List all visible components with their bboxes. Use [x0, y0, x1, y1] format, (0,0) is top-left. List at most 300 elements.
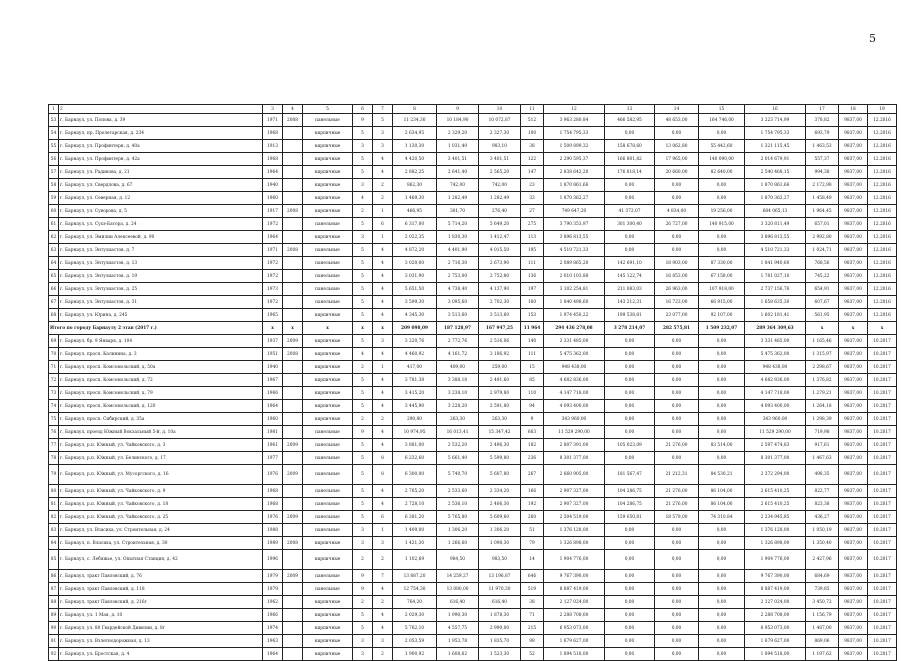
table-cell: 13 196,87: [479, 570, 521, 583]
table-cell: 343 960,00: [745, 413, 806, 426]
table-cell: 0,00: [699, 537, 745, 550]
table-cell: 2 496,30: [479, 439, 521, 452]
table-cell: 3 320 811,49: [745, 218, 806, 231]
table-cell: 1 326 898,00: [544, 537, 605, 550]
table-cell: 0,00: [605, 374, 655, 387]
table-cell: 2 702,30: [479, 296, 521, 309]
table-cell: 512: [521, 114, 544, 127]
table-cell: 1 376 128,00: [745, 524, 806, 537]
table-cell: [283, 426, 303, 439]
table-row: [49, 127, 897, 140]
table-cell: 5 714,20: [437, 218, 479, 231]
table-cell: 11 234,30: [393, 114, 437, 127]
table-cell: 12: [544, 105, 605, 114]
table-cell: 0,00: [699, 348, 745, 361]
table-cell: 104 286,75: [605, 498, 655, 511]
table-cell: 3 963 280,84: [544, 114, 605, 127]
table-cell: 159 050,81: [605, 511, 655, 524]
table-cell: 1 421,30: [393, 537, 437, 550]
table-cell: 1 658 635,30: [745, 296, 806, 309]
table-cell: 2 615 410,25: [745, 498, 806, 511]
table-cell: 67 158,00: [699, 270, 745, 283]
table-cell: г. Барнаул, ул. Свердлова, д. 67: [59, 179, 263, 192]
table-cell: 9837,00: [839, 622, 868, 635]
table-cell: 105 023,09: [605, 439, 655, 452]
table-cell: 5: [353, 218, 373, 231]
table-cell: 0,00: [655, 400, 699, 413]
table-cell: [283, 596, 303, 609]
table-row: [49, 335, 897, 348]
table-cell: 5 661,40: [437, 452, 479, 465]
table-cell: 12.2016: [868, 205, 897, 218]
table-cell: 2: [353, 413, 373, 426]
table-cell: [283, 609, 303, 622]
table-cell: 9837,00: [839, 413, 868, 426]
table-cell: 301 300,40: [605, 218, 655, 231]
table-cell: 1968: [263, 153, 283, 166]
table-cell: 3 388,18: [437, 374, 479, 387]
table-cell: 9837,00: [839, 244, 868, 257]
table-cell: 2 660 905,00: [544, 465, 605, 485]
table-cell: 1972: [263, 257, 283, 270]
table-cell: панельные: [303, 114, 353, 127]
table-cell: 2 907 327,00: [544, 498, 605, 511]
table-cell: 14: [521, 550, 544, 570]
table-cell: 147: [521, 166, 544, 179]
table-cell: 0,00: [699, 622, 745, 635]
table-cell: 1 990,30: [437, 609, 479, 622]
table-cell: 2 372 294,00: [745, 465, 806, 485]
table-cell: г. Барнаул, ул. Юрина, д. 245: [59, 309, 263, 322]
subtotal-cell: 3 278 214,07: [605, 322, 655, 335]
table-cell: 2 427,96: [806, 550, 839, 570]
table-cell: 5: [353, 374, 373, 387]
table-cell: 1988: [263, 524, 283, 537]
table-cell: [283, 485, 303, 498]
table-cell: 2 907 327,00: [544, 485, 605, 498]
table-cell: 749 647,20: [544, 205, 605, 218]
table-cell: 0,00: [699, 179, 745, 192]
table-cell: 2 406,30: [479, 498, 521, 511]
table-cell: г. Барнаул, р.п. Южный, ул. Чайковского, д. 3: [59, 439, 263, 452]
table-cell: 2 673,90: [479, 257, 521, 270]
table-cell: 4: [373, 498, 393, 511]
table-cell: 6 381,20: [393, 511, 437, 524]
table-cell: 0,00: [655, 537, 699, 550]
table-cell: 4: [373, 387, 393, 400]
table-cell: 11 529 290,00: [544, 426, 605, 439]
table-cell: 81: [49, 498, 59, 511]
table-cell: 1960: [263, 192, 283, 205]
table-cell: панельные: [303, 218, 353, 231]
table-cell: [283, 140, 303, 153]
table-cell: 948 438,00: [544, 361, 605, 374]
table-row: [49, 583, 897, 596]
table-cell: 12.2016: [868, 153, 897, 166]
table-cell: 98: [521, 635, 544, 648]
table-cell: 2008: [283, 537, 303, 550]
table-cell: 107 918,00: [699, 283, 745, 296]
table-cell: 17 965,00: [655, 153, 699, 166]
table-cell: панельные: [303, 498, 353, 511]
table-cell: 263,30: [437, 413, 479, 426]
table-cell: 5: [353, 270, 373, 283]
table-cell: 1937: [263, 335, 283, 348]
table-cell: 2: [373, 179, 393, 192]
table-cell: 1 469,30: [393, 192, 437, 205]
table-cell: 9837,00: [839, 205, 868, 218]
table-cell: 2: [373, 413, 393, 426]
table-cell: 142 691,10: [605, 257, 655, 270]
table-cell: кирпичные: [303, 622, 353, 635]
table-cell: 17: [806, 105, 839, 114]
table-cell: 12.2016: [868, 166, 897, 179]
subtotal-cell: x: [373, 322, 393, 335]
table-cell: 5: [353, 622, 373, 635]
table-cell: 984,50: [437, 550, 479, 570]
table-cell: 0,00: [655, 374, 699, 387]
table-cell: 1996: [263, 550, 283, 570]
table-cell: 1 487,00: [806, 622, 839, 635]
table-cell: панельные: [303, 244, 353, 257]
table-cell: 0,00: [605, 609, 655, 622]
table-cell: 0,00: [699, 374, 745, 387]
table-cell: 4 682 836,00: [544, 374, 605, 387]
table-row: [49, 498, 897, 511]
table-cell: 9837,00: [839, 452, 868, 465]
table-cell: 0,00: [605, 387, 655, 400]
table-cell: 2: [373, 648, 393, 661]
table-cell: 1 900,92: [393, 648, 437, 661]
table-cell: 1 964,45: [806, 205, 839, 218]
table-cell: 3 599,30: [393, 296, 437, 309]
table-cell: 378,82: [806, 114, 839, 127]
table-cell: 2008: [283, 205, 303, 218]
table-cell: г. Барнаул, просп. Комсомольский, д. 72: [59, 374, 263, 387]
table-cell: 0,00: [655, 550, 699, 570]
table-cell: 2 536,10: [437, 498, 479, 511]
table-cell: 1: [373, 231, 393, 244]
table-cell: 1963: [263, 635, 283, 648]
table-cell: 11 529 290,00: [745, 426, 806, 439]
table-cell: 79: [521, 537, 544, 550]
table-cell: 10.2017: [868, 387, 897, 400]
table-cell: 3 331 485,00: [544, 335, 605, 348]
table-cell: 0,00: [655, 244, 699, 257]
table-cell: 869,06: [806, 635, 839, 648]
table-cell: 12.2016: [868, 192, 897, 205]
table-cell: [283, 452, 303, 465]
table-cell: 3 223 714,99: [745, 114, 806, 127]
table-cell: 9: [353, 570, 373, 583]
table-cell: 68: [49, 309, 59, 322]
table-row: [49, 257, 897, 270]
table-cell: [283, 361, 303, 374]
table-row: [49, 635, 897, 648]
table-cell: 3 445,90: [393, 400, 437, 413]
table-cell: кирпичные: [303, 537, 353, 550]
table-cell: г. Барнаул, ул. Попова, д. 39: [59, 114, 263, 127]
table-cell: 9837,00: [839, 218, 868, 231]
table-cell: 5: [353, 511, 373, 524]
table-cell: 62: [49, 231, 59, 244]
subtotal-cell: x: [868, 322, 897, 335]
table-cell: 0,00: [605, 537, 655, 550]
table-cell: кирпичные: [303, 127, 353, 140]
table-cell: 1964: [263, 400, 283, 413]
table-cell: 5 599,80: [479, 452, 521, 465]
table-cell: 1 953,78: [437, 635, 479, 648]
table-cell: 12.2016: [868, 283, 897, 296]
table-cell: 10.2017: [868, 426, 897, 439]
table-cell: 88: [49, 596, 59, 609]
table-cell: 9837,00: [839, 270, 868, 283]
table-cell: 4 510 721,33: [745, 244, 806, 257]
table-cell: 0,00: [655, 596, 699, 609]
table-cell: 6 317,00: [393, 218, 437, 231]
table-cell: 1 306,20: [479, 524, 521, 537]
table-cell: 0,00: [699, 361, 745, 374]
table-cell: г. Барнаул, просп. Комсомольский, д. 79: [59, 387, 263, 400]
table-cell: 69: [49, 335, 59, 348]
table-cell: 140 915,00: [699, 218, 745, 231]
table-cell: 143 212,31: [605, 296, 655, 309]
table-cell: 166 801,82: [605, 153, 655, 166]
table-cell: 2 022,35: [393, 231, 437, 244]
table-cell: 85: [521, 374, 544, 387]
table-cell: 0,00: [605, 524, 655, 537]
table-cell: 2 491,60: [479, 374, 521, 387]
table-cell: 16: [745, 105, 806, 114]
table-cell: 3 401,51: [437, 153, 479, 166]
table-cell: 739,85: [806, 583, 839, 596]
table-cell: 3: [353, 179, 373, 192]
table-body: [49, 105, 897, 661]
table-cell: 5: [353, 609, 373, 622]
table-cell: 140 090,00: [699, 153, 745, 166]
table-cell: 0,00: [655, 127, 699, 140]
table-cell: кирпичные: [303, 166, 353, 179]
table-cell: 75: [49, 413, 59, 426]
table-cell: 2 127 024,00: [544, 596, 605, 609]
table-cell: 4: [373, 153, 393, 166]
table-cell: 110: [521, 387, 544, 400]
table-cell: 8 301 377,00: [745, 452, 806, 465]
table-cell: кирпичные: [303, 348, 353, 361]
table-cell: 5 765,80: [437, 511, 479, 524]
table-cell: 1 870 362,27: [544, 192, 605, 205]
subtotal-cell: 282 575,81: [655, 322, 699, 335]
table-cell: г. Барнаул, ул. Бростская, д. 4: [59, 648, 263, 661]
table-cell: 12 754,30: [393, 583, 437, 596]
table-cell: 0,00: [655, 583, 699, 596]
table-cell: 1 602 181,41: [745, 309, 806, 322]
table-cell: 1913: [263, 140, 283, 153]
table-cell: 2008: [283, 244, 303, 257]
table-cell: 742,00: [437, 179, 479, 192]
table-cell: 9837,00: [839, 485, 868, 498]
table-cell: 3: [353, 231, 373, 244]
table-cell: 4: [353, 192, 373, 205]
table-cell: 84: [49, 537, 59, 550]
table-cell: 9837,00: [839, 257, 868, 270]
table-cell: 1: [49, 105, 59, 114]
subtotal-cell: 289 364 309,63: [745, 322, 806, 335]
table-cell: 3 513,60: [437, 309, 479, 322]
table-row: [49, 400, 897, 413]
table-cell: 166: [521, 485, 544, 498]
table-cell: [283, 166, 303, 179]
table-cell: 5: [353, 400, 373, 413]
table-cell: 38: [521, 596, 544, 609]
table-cell: 0,00: [699, 583, 745, 596]
table-cell: 1979: [263, 583, 283, 596]
table-cell: 1 165,46: [806, 335, 839, 348]
table-cell: 1 282,49: [437, 192, 479, 205]
table-row: [49, 179, 897, 192]
table-cell: 23: [521, 179, 544, 192]
table-cell: 9837,00: [839, 387, 868, 400]
table-cell: 343 960,00: [544, 413, 605, 426]
table-cell: 5: [353, 127, 373, 140]
table-row: [49, 511, 897, 524]
table-cell: 9837,00: [839, 635, 868, 648]
table-cell: 1 608,62: [437, 648, 479, 661]
table-cell: [283, 153, 303, 166]
table-cell: [283, 296, 303, 309]
table-cell: 263,30: [479, 413, 521, 426]
table-cell: 61: [49, 218, 59, 231]
table-cell: 9837,00: [839, 283, 868, 296]
subtotal-cell: x: [839, 322, 868, 335]
table-cell: [283, 257, 303, 270]
table-cell: 11 970,30: [479, 583, 521, 596]
table-cell: кирпичные: [303, 335, 353, 348]
table-cell: 1 835,70: [479, 635, 521, 648]
table-cell: 78: [49, 452, 59, 465]
table-cell: 6 232,60: [393, 452, 437, 465]
table-cell: 6 953 073,00: [544, 622, 605, 635]
table-cell: 12.2016: [868, 244, 897, 257]
table-cell: 1 130,30: [393, 140, 437, 153]
table-cell: 4: [373, 244, 393, 257]
table-cell: г. Барнаул, р.п. Южный, ул. Белинского, д. 17: [59, 452, 263, 465]
table-cell: 65: [49, 270, 59, 283]
table-row: [49, 426, 897, 439]
table-cell: 2 591,80: [479, 400, 521, 413]
table-cell: 21 276,00: [655, 485, 699, 498]
table-cell: 13: [605, 105, 655, 114]
table-cell: 1 197,62: [806, 648, 839, 661]
table-cell: 0,00: [605, 426, 655, 439]
table-cell: 10.2017: [868, 583, 897, 596]
table-cell: 4: [353, 348, 373, 361]
table-cell: 654,91: [806, 283, 839, 296]
subtotal-cell: x: [303, 322, 353, 335]
table-cell: г. Барнаул, ул. 1 Мая, д. 10: [59, 609, 263, 622]
table-cell: 16 723,00: [655, 296, 699, 309]
table-cell: 90: [49, 622, 59, 635]
table-cell: 2009: [283, 570, 303, 583]
table-cell: 13 080,00: [437, 583, 479, 596]
table-cell: 1972: [263, 296, 283, 309]
table-cell: 1917: [263, 205, 283, 218]
table-cell: 1 754 795,33: [544, 127, 605, 140]
table-cell: 3 220,76: [393, 335, 437, 348]
table-cell: 79: [49, 465, 59, 485]
table-cell: 18: [839, 105, 868, 114]
table-cell: 5: [353, 166, 373, 179]
table-cell: 1962: [263, 596, 283, 609]
table-cell: г. Барнаул, ул. Энтузиастов, д. 7: [59, 244, 263, 257]
table-cell: г. Барнаул, ул. Энтузиастов, д. 13: [59, 257, 263, 270]
table-cell: 2: [353, 596, 373, 609]
table-cell: 3 095,60: [437, 296, 479, 309]
table-cell: 0,00: [605, 596, 655, 609]
table-cell: 111: [521, 348, 544, 361]
table-cell: 1 282,49: [479, 192, 521, 205]
table-cell: 9: [353, 426, 373, 439]
table-cell: кирпичные: [303, 596, 353, 609]
table-cell: 0,00: [605, 361, 655, 374]
table-cell: 719,98: [806, 426, 839, 439]
table-cell: панельные: [303, 583, 353, 596]
table-row: [49, 231, 897, 244]
table-cell: 55 442,60: [699, 140, 745, 153]
table-cell: 1 840 498,60: [544, 296, 605, 309]
table-cell: 9837,00: [839, 166, 868, 179]
table-cell: 10.2017: [868, 596, 897, 609]
table-cell: 0,00: [655, 387, 699, 400]
table-cell: 2 532,20: [437, 439, 479, 452]
table-cell: 2008: [283, 348, 303, 361]
table-cell: 684 065,13: [745, 205, 806, 218]
table-cell: 33: [521, 192, 544, 205]
table-cell: г. Барнаул, ул. Энтузиастов, д. 31: [59, 296, 263, 309]
table-cell: 182: [521, 439, 544, 452]
table-cell: панельные: [303, 439, 353, 452]
table-row: [49, 537, 897, 550]
table-cell: 13 887,20: [393, 570, 437, 583]
table-cell: 3 401,51: [479, 153, 521, 166]
table-row: [49, 413, 897, 426]
table-cell: 3 102 254,81: [544, 283, 605, 296]
table-cell: 158 678,60: [605, 140, 655, 153]
table-cell: 10.2017: [868, 511, 897, 524]
table-cell: 55: [49, 140, 59, 153]
table-cell: 1 024,71: [806, 244, 839, 257]
table-row: [49, 485, 897, 498]
table-cell: 91: [49, 635, 59, 648]
table-cell: 2: [373, 596, 393, 609]
table-cell: 0,00: [699, 192, 745, 205]
table-cell: 10.2017: [868, 635, 897, 648]
table-cell: 3: [373, 335, 393, 348]
table-row: [49, 283, 897, 296]
table-row: [49, 361, 897, 374]
table-cell: 2 716,30: [437, 257, 479, 270]
table-cell: 10.2017: [868, 452, 897, 465]
table-cell: 72: [49, 374, 59, 387]
table-cell: 1964: [263, 166, 283, 179]
table-cell: 2: [59, 105, 263, 114]
table-cell: 2: [373, 550, 393, 570]
table-cell: 5: [353, 465, 373, 485]
table-cell: 10.2017: [868, 400, 897, 413]
table-cell: 0,00: [655, 622, 699, 635]
table-cell: 8 887 419,00: [745, 583, 806, 596]
table-cell: 1961: [263, 439, 283, 452]
